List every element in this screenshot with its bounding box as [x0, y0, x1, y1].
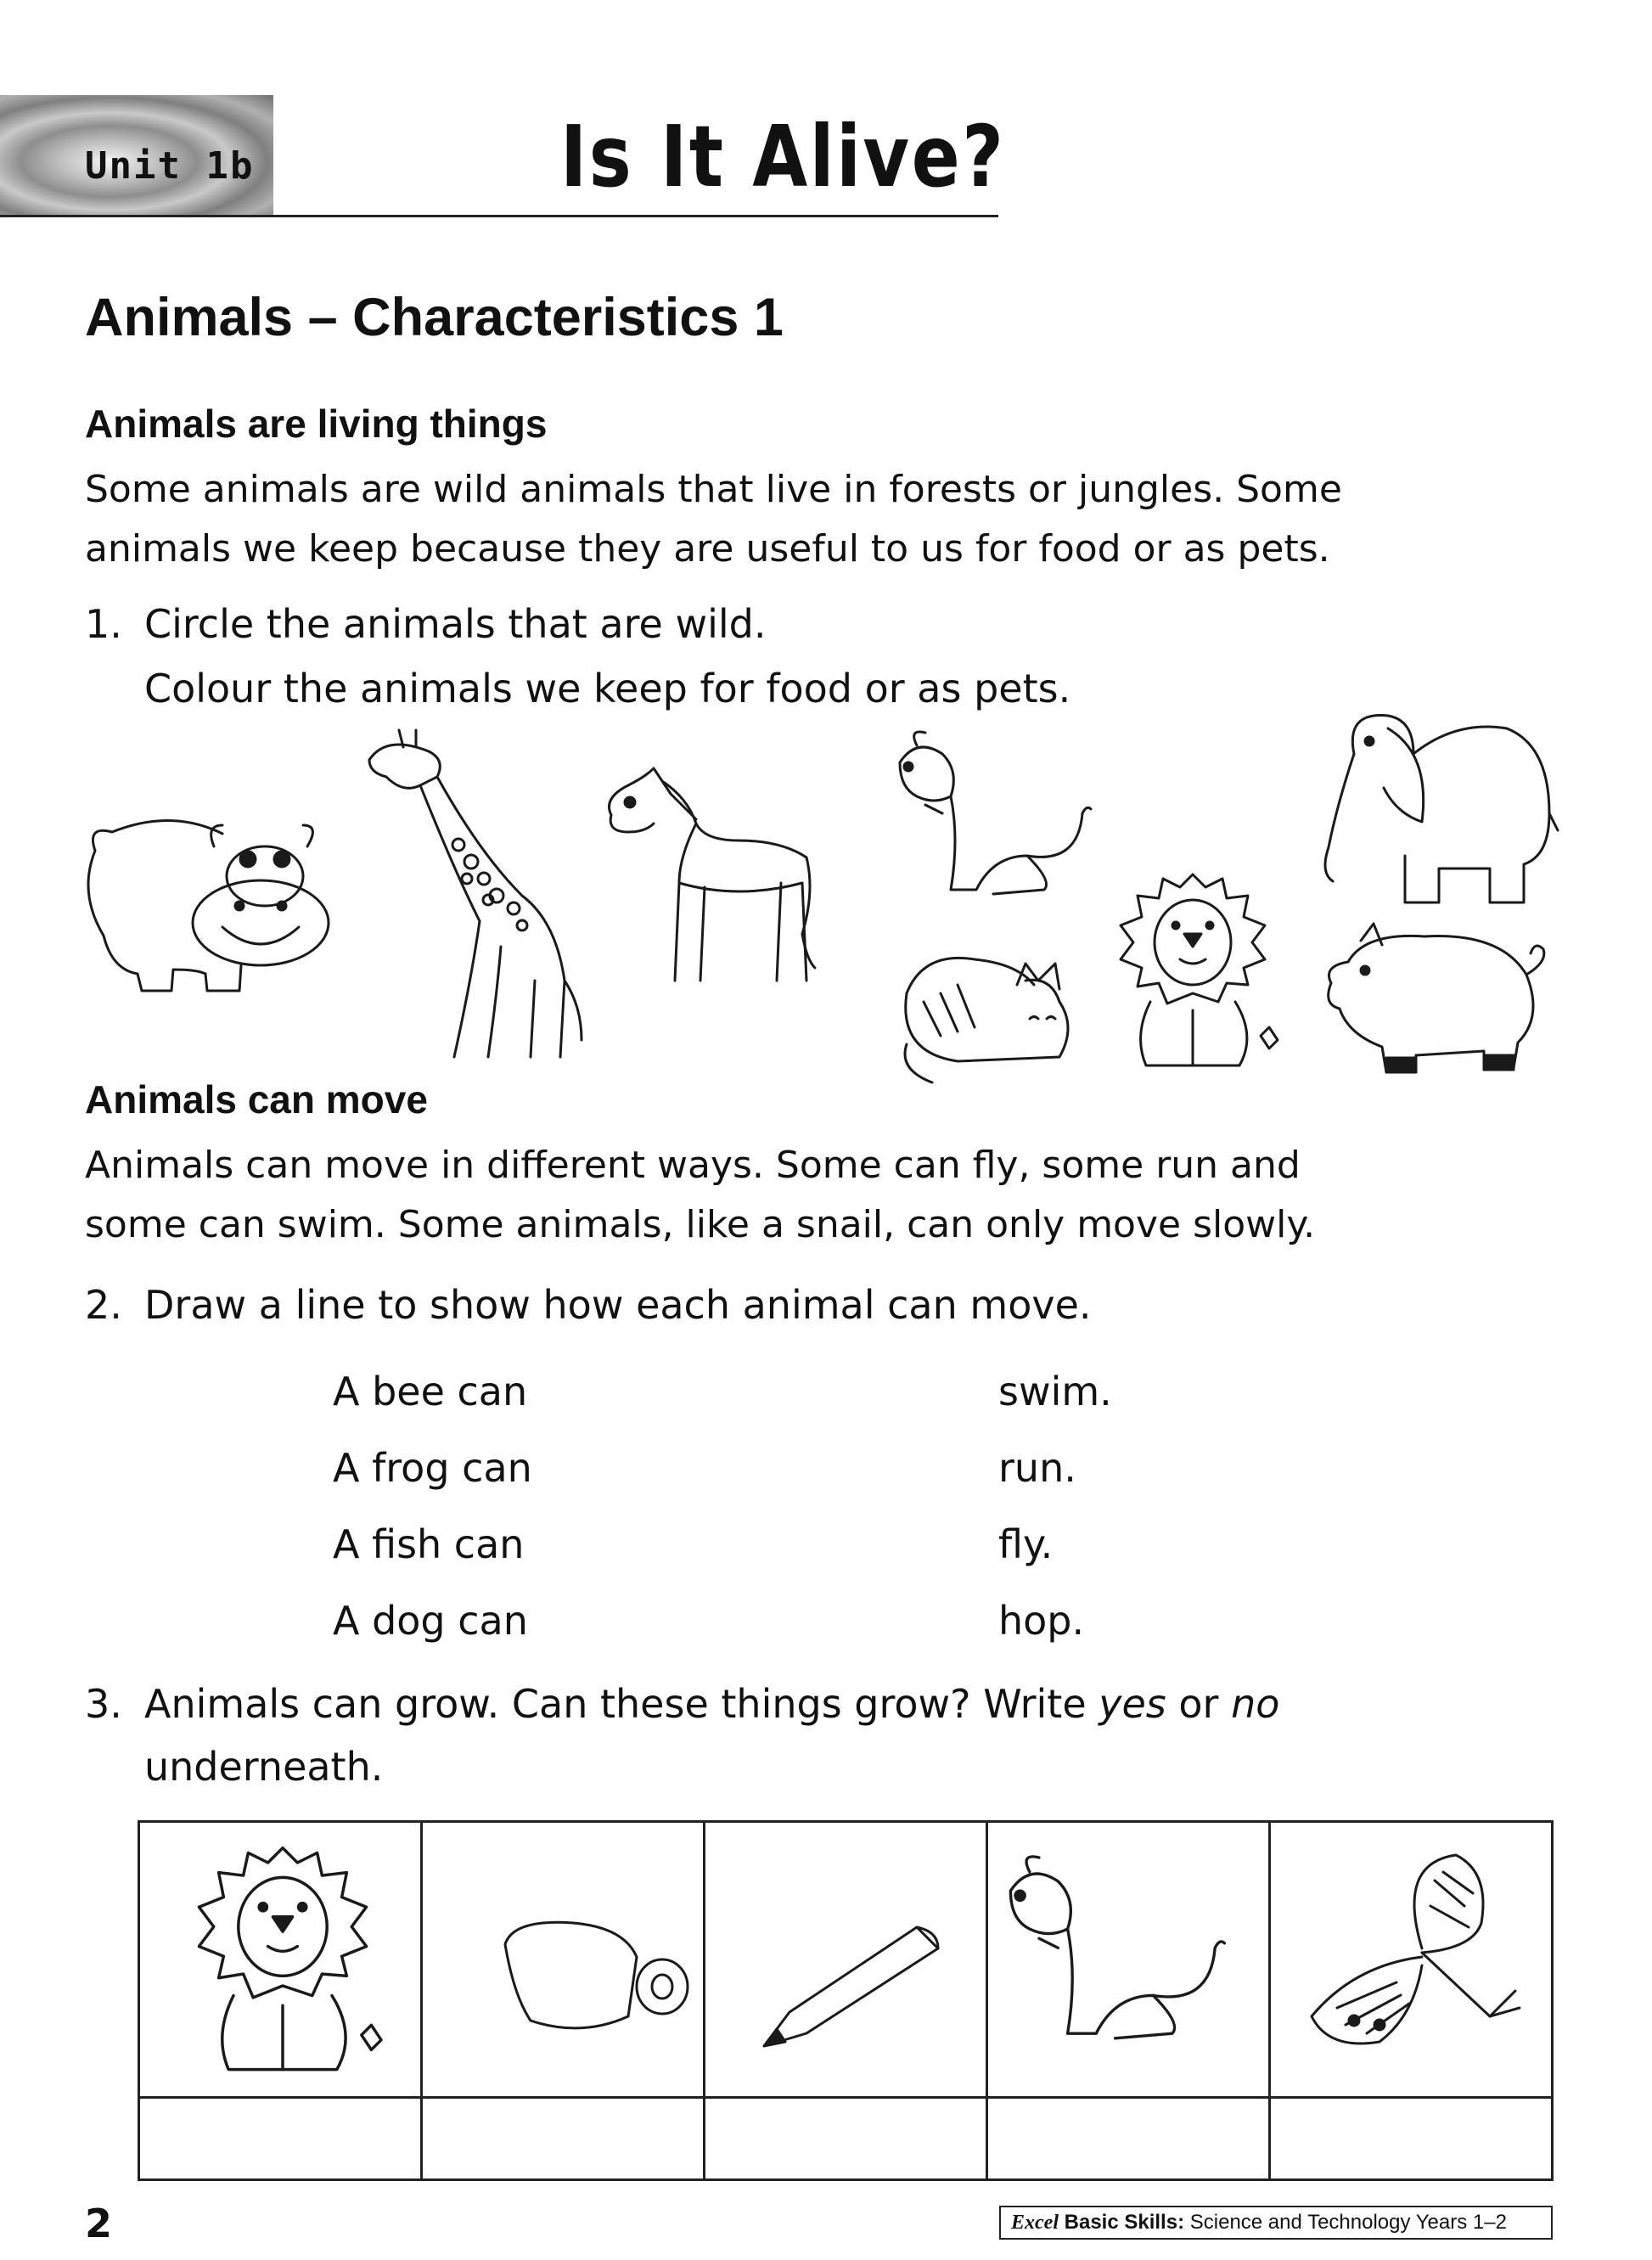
answer-cell[interactable]	[139, 2098, 422, 2180]
footer-series: Basic Skills:	[1064, 2211, 1185, 2234]
match-right-item[interactable]: run.	[998, 1445, 1076, 1491]
lion-icon	[168, 1838, 397, 2084]
paragraph-animals-move	[85, 1136, 1315, 1255]
unit-label: Unit 1b	[85, 144, 255, 188]
match-left-item[interactable]: A frog can	[333, 1445, 532, 1491]
elephant-icon[interactable]	[1303, 703, 1558, 907]
footer-subject: Science and Technology Years 1–2	[1189, 2211, 1507, 2234]
paragraph-line: Some animals are wild animals that live in forests or jungles. Some	[85, 468, 1342, 511]
dog-icon[interactable]	[883, 728, 1095, 907]
question-number: 1.	[85, 601, 122, 647]
answer-cell[interactable]	[987, 2098, 1270, 2180]
pencil-icon	[747, 1919, 951, 2063]
footer-credit	[999, 2206, 1553, 2240]
no-word: no	[1231, 1681, 1280, 1727]
cup-icon	[497, 1910, 692, 2046]
pig-icon[interactable]	[1314, 915, 1560, 1085]
match-left-item[interactable]: A dog can	[333, 1598, 528, 1644]
question-1-line1: Circle the animals that are wild.	[144, 601, 767, 647]
question-3-text: Animals can grow. Can these things grow? Write	[144, 1681, 1099, 1727]
paragraph-line: Animals can move in different ways. Some can fly, some run and	[85, 1144, 1301, 1187]
question-3-line1	[144, 1681, 1279, 1727]
question-3-line2: underneath.	[144, 1744, 384, 1790]
page-title: Is It Alive?	[560, 107, 1006, 206]
question-number: 3.	[85, 1681, 122, 1727]
cat-icon[interactable]	[890, 934, 1085, 1087]
giraffe-icon[interactable]	[352, 726, 598, 1065]
answer-cell[interactable]	[705, 2098, 987, 2180]
match-right-item[interactable]: fly.	[998, 1521, 1054, 1567]
heading-animals-move: Animals can move	[85, 1077, 428, 1122]
page-number: 2	[85, 2201, 113, 2246]
heading-living-things: Animals are living things	[85, 402, 548, 446]
footer-brand: Excel	[1011, 2212, 1059, 2234]
question-2-text: Draw a line to show how each animal can move.	[144, 1282, 1092, 1328]
yes-word: yes	[1099, 1681, 1166, 1727]
answer-cell[interactable]	[422, 2098, 705, 2180]
paragraph-living-things	[85, 460, 1342, 579]
section-title: Animals – Characteristics 1	[85, 288, 784, 347]
lion-icon[interactable]	[1099, 866, 1286, 1078]
match-left-item[interactable]: A fish can	[333, 1521, 525, 1567]
hippo-icon[interactable]	[78, 800, 333, 995]
answer-row	[139, 2098, 1553, 2180]
match-left-item[interactable]: A bee can	[333, 1369, 528, 1414]
butterfly-icon	[1286, 1847, 1532, 2067]
answer-cell[interactable]	[1270, 2098, 1553, 2180]
horse-icon[interactable]	[594, 764, 840, 993]
paragraph-line: animals we keep because they are useful to us for food or as pets.	[85, 527, 1330, 571]
header-rule	[0, 215, 998, 217]
question-number: 2.	[85, 1282, 122, 1328]
dog-icon	[992, 1842, 1229, 2063]
match-right-item[interactable]: hop.	[998, 1598, 1085, 1644]
question-1-line2: Colour the animals we keep for food or as pets.	[144, 666, 1071, 711]
paragraph-line: some can swim. Some animals, like a snail, can only move slowly.	[85, 1203, 1316, 1246]
match-right-item[interactable]: swim.	[998, 1369, 1112, 1414]
or-word: or	[1166, 1681, 1232, 1727]
